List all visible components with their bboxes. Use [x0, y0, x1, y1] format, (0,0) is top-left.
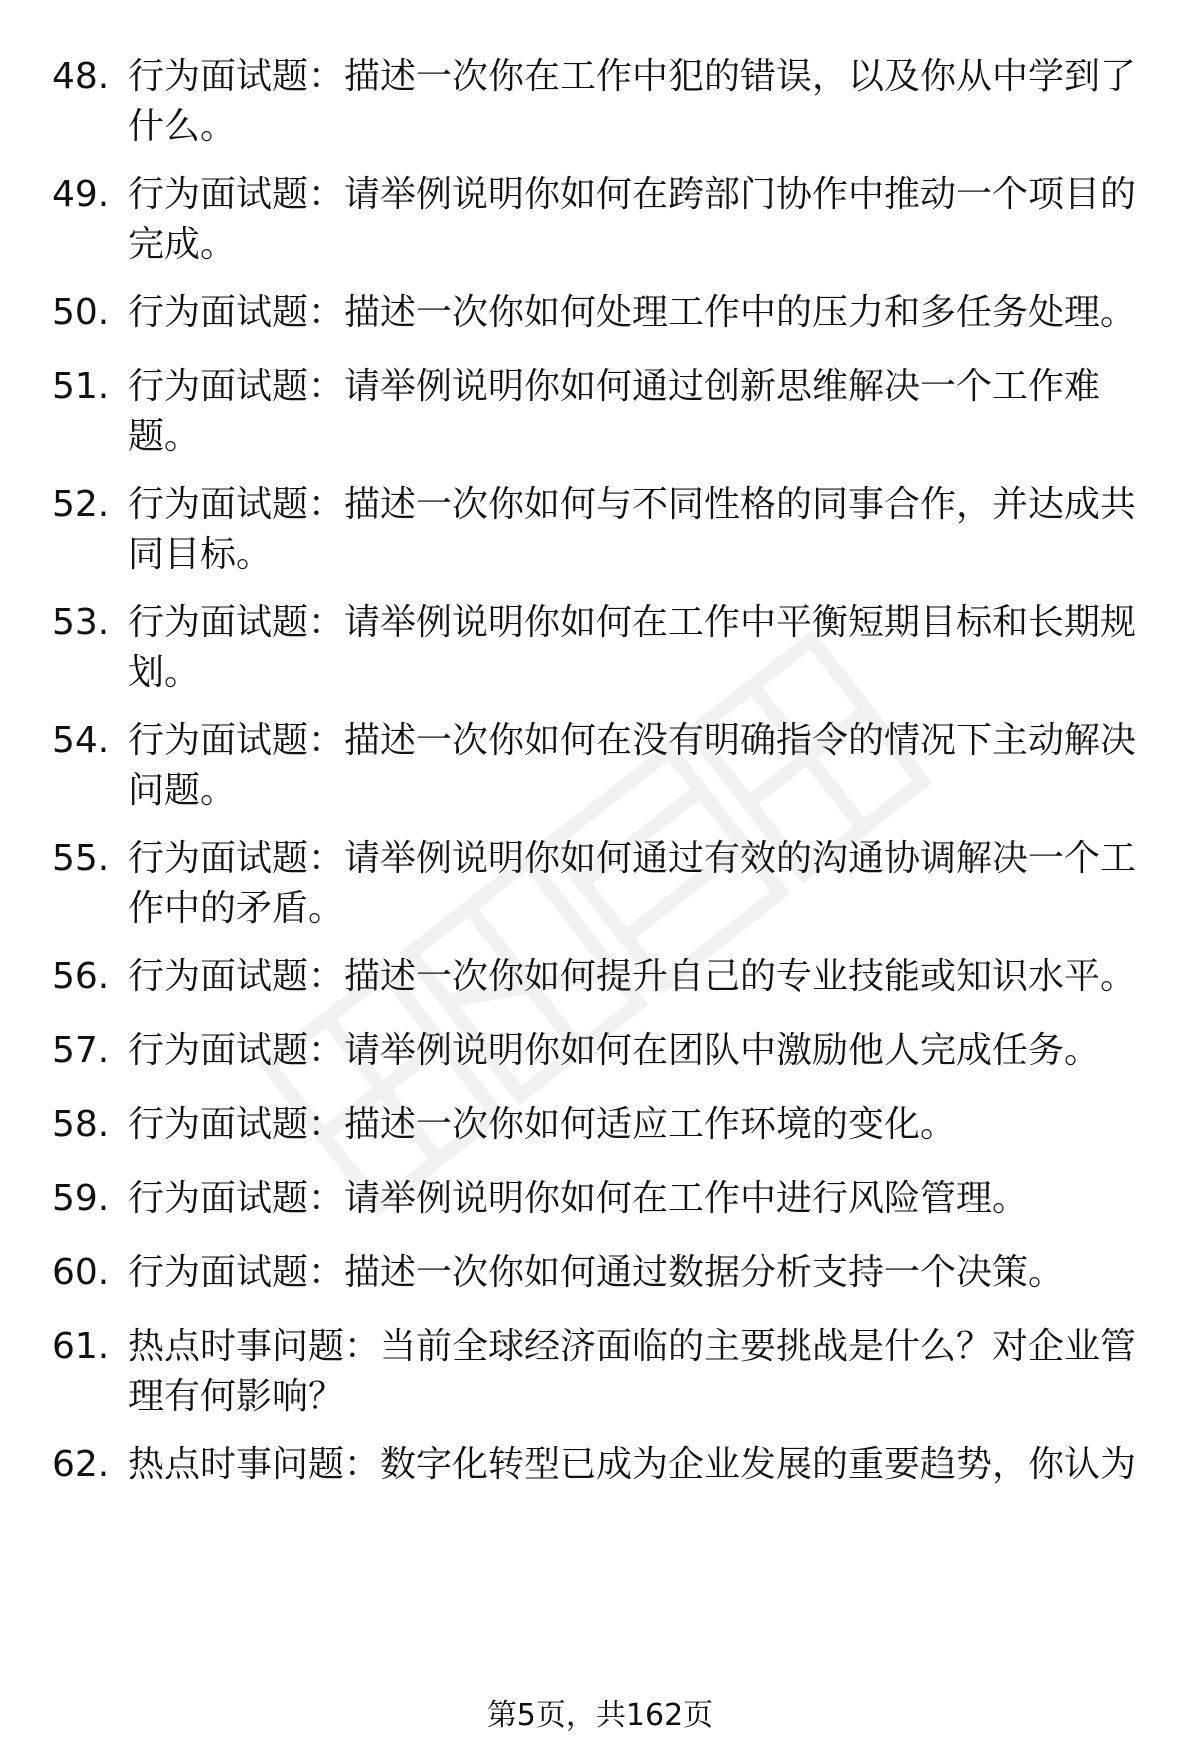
question-number: 59. — [52, 1178, 110, 1219]
question-number: 50. — [52, 292, 110, 333]
question-text: 行为面试题：描述一次你如何在没有明确指令的情况下主动解决问题。 — [128, 720, 1137, 811]
question-number: 48. — [52, 56, 110, 97]
question-text: 行为面试题：描述一次你如何提升自己的专业技能或知识水平。 — [128, 956, 1137, 997]
question-number: 56. — [52, 956, 110, 997]
question-text: 行为面试题：请举例说明你如何通过创新思维解决一个工作难题。 — [128, 366, 1101, 457]
question-number: 58. — [52, 1104, 110, 1145]
question-text: 行为面试题：描述一次你如何处理工作中的压力和多任务处理。 — [128, 292, 1137, 333]
question-number: 57. — [52, 1030, 110, 1071]
page-footer: 第5页，共162页 — [486, 1698, 714, 1733]
question-number: 60. — [52, 1252, 110, 1293]
question-number: 53. — [52, 602, 110, 643]
question-text: 行为面试题：描述一次你如何通过数据分析支持一个决策。 — [128, 1252, 1065, 1293]
question-number: 54. — [52, 720, 110, 761]
question-text: 热点时事问题：当前全球经济面临的主要挑战是什么？对企业管理有何影响？ — [128, 1326, 1137, 1417]
question-number: 49. — [52, 174, 110, 215]
question-text: 行为面试题：描述一次你如何适应工作环境的变化。 — [128, 1104, 957, 1145]
question-text: 行为面试题：描述一次你如何与不同性格的同事合作，并达成共同目标。 — [128, 484, 1137, 575]
question-text: 行为面试题：请举例说明你如何在团队中激励他人完成任务。 — [128, 1030, 1101, 1071]
question-number: 51. — [52, 366, 110, 407]
question-number: 62. — [52, 1444, 110, 1485]
question-text: 行为面试题：请举例说明你如何在工作中平衡短期目标和长期规划。 — [128, 602, 1137, 693]
question-text: 热点时事问题：数字化转型已成为企业发展的重要趋势，你认为 — [128, 1444, 1137, 1485]
question-number: 55. — [52, 838, 110, 879]
question-number: 52. — [52, 484, 110, 525]
question-text: 行为面试题：请举例说明你如何在工作中进行风险管理。 — [128, 1178, 1029, 1219]
question-number: 61. — [52, 1326, 110, 1367]
question-text: 行为面试题：请举例说明你如何在跨部门协作中推动一个项目的完成。 — [128, 174, 1137, 265]
question-text: 行为面试题：请举例说明你如何通过有效的沟通协调解决一个工作中的矛盾。 — [128, 838, 1137, 929]
question-text: 行为面试题：描述一次你在工作中犯的错误，以及你从中学到了什么。 — [128, 56, 1137, 147]
